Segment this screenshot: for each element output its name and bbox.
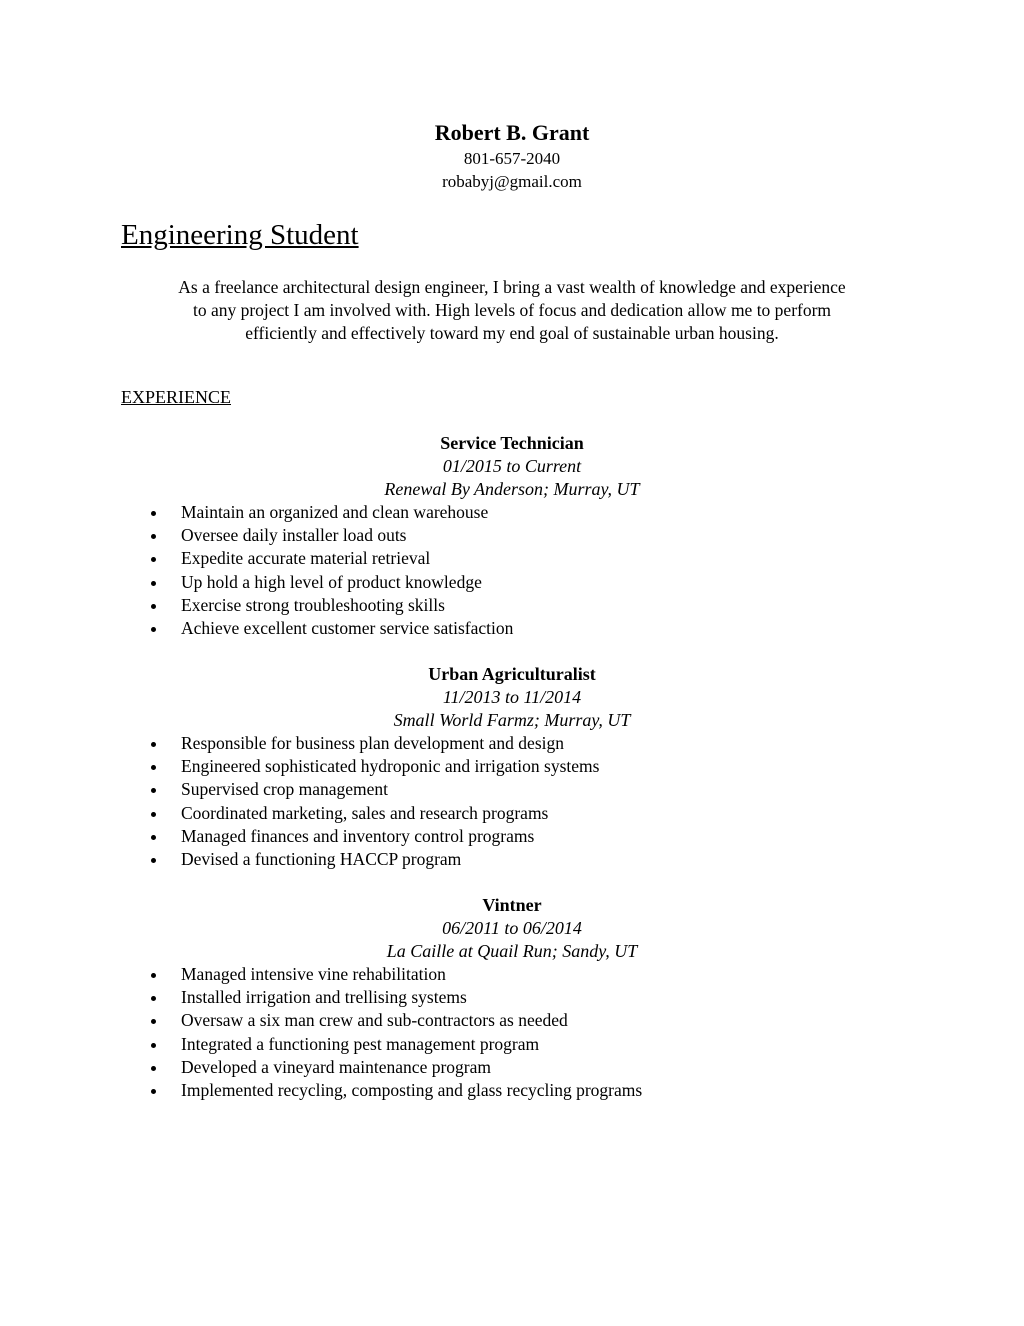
job-employer: Small World Farmz; Murray, UT [393,710,631,730]
duty-item: Responsible for business plan development and design [121,732,903,755]
duty-item: Achieve excellent customer service satisfaction [121,617,903,640]
job-title: Urban Agriculturalist [428,664,596,684]
experience-heading: EXPERIENCE [121,387,231,407]
duty-item: Managed intensive vine rehabilitation [121,963,903,986]
summary-line: As a freelance architectural design engineer, I bring a vast wealth of knowledge and experience [178,277,846,297]
job-employer: Renewal By Anderson; Murray, UT [384,479,640,499]
bullet-icon [151,557,156,562]
job-dates: 06/2011 to 06/2014 [442,918,582,938]
duty-list [121,963,903,1102]
summary-paragraph [121,276,903,345]
bullet-icon [151,1066,156,1071]
duty-item: Oversee daily installer load outs [121,524,903,547]
bullet-icon [151,1019,156,1024]
duty-item: Coordinated marketing, sales and research programs [121,802,903,825]
job-dates: 11/2013 to 11/2014 [442,687,582,707]
duty-item: Integrated a functioning pest management program [121,1033,903,1056]
duty-item: Managed finances and inventory control programs [121,825,903,848]
bullet-icon [151,581,156,586]
email-address: robabyj@gmail.com [442,172,582,191]
duty-item: Supervised crop management [121,778,903,801]
duty-item: Installed irrigation and trellising systems [121,986,903,1009]
duty-item: Implemented recycling, composting and glass recycling programs [121,1079,903,1102]
job-entry [121,663,903,871]
phone-number: 801-657-2040 [463,149,561,168]
duty-item: Engineered sophisticated hydroponic and irrigation systems [121,755,903,778]
bullet-icon [151,742,156,747]
duty-item: Exercise strong troubleshooting skills [121,594,903,617]
candidate-name: Robert B. Grant [434,120,590,145]
bullet-icon [151,973,156,978]
bullet-icon [151,604,156,609]
job-title: Vintner [482,895,542,915]
job-employer: La Caille at Quail Run; Sandy, UT [386,941,638,961]
bullet-icon [151,788,156,793]
job-title: Service Technician [440,433,584,453]
duty-item: Devised a functioning HACCP program [121,848,903,871]
bullet-icon [151,812,156,817]
bullet-icon [151,1089,156,1094]
objective-title: Engineering Student [121,219,359,251]
duty-item: Expedite accurate material retrieval [121,547,903,570]
duty-item: Oversaw a six man crew and sub-contractors as needed [121,1009,903,1032]
resume-header [0,119,1024,193]
job-entry [121,432,903,640]
job-dates: 01/2015 to Current [442,456,582,476]
bullet-icon [151,1043,156,1048]
bullet-icon [151,534,156,539]
duty-list [121,501,903,640]
bullet-icon [151,835,156,840]
bullet-icon [151,511,156,516]
duty-item: Developed a vineyard maintenance program [121,1056,903,1079]
bullet-icon [151,858,156,863]
job-entry [121,894,903,1102]
bullet-icon [151,996,156,1001]
bullet-icon [151,627,156,632]
duty-list [121,732,903,871]
summary-line: efficiently and effectively toward my end goal of sustainable urban housing. [245,323,779,343]
duty-item: Up hold a high level of product knowledge [121,571,903,594]
bullet-icon [151,765,156,770]
duty-item: Maintain an organized and clean warehouse [121,501,903,524]
summary-line: to any project I am involved with. High levels of focus and dedication allow me to perform [192,300,832,320]
